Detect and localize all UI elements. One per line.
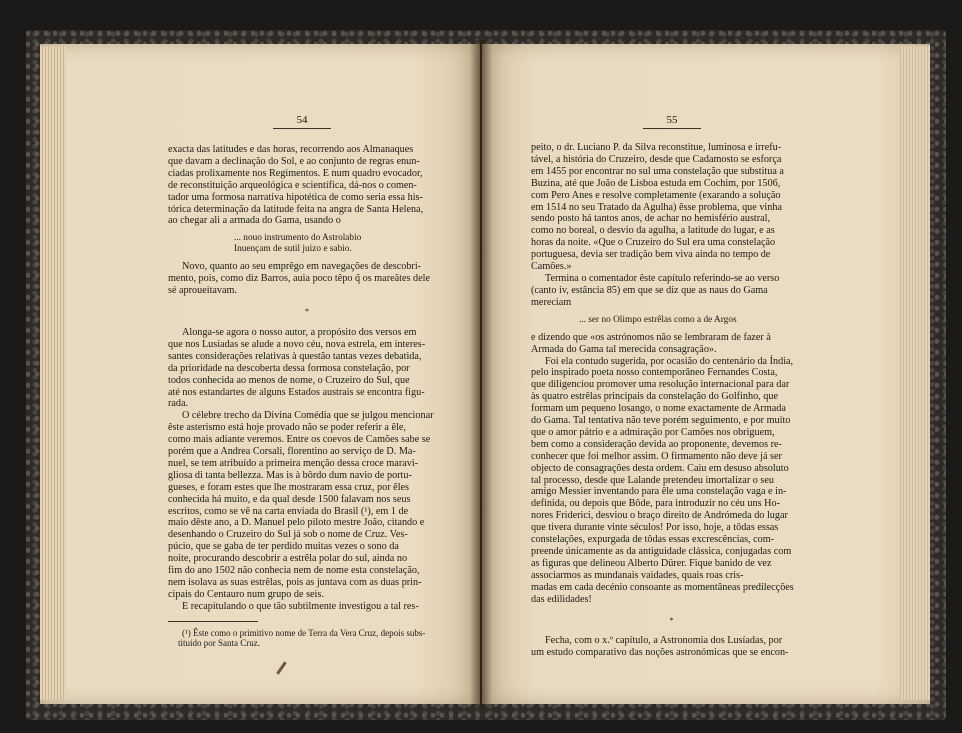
book-gutter — [470, 40, 492, 708]
text-line: que tivera durante vinte séculos! Por isso, hoje, a tôdas essas — [531, 522, 779, 534]
left-page — [40, 44, 480, 704]
right-quote — [579, 315, 812, 326]
text-line: constelações, expurgada de tôdas essas excrescências, com- — [531, 534, 775, 546]
text-line: todos conhecida ao menos de nome, o Cruzeiro do Sul, que — [168, 374, 410, 386]
text-line: desenhando o Cruzeiro do Sul já sob o nome de Cruz. Ves- — [168, 529, 408, 541]
text-line: que nos Lusíadas se alude a novo céu, nova estrela, em interes- — [168, 338, 426, 350]
text-line: horas da noite. «Que o Cruzeiro do Sul era uma constelação — [531, 237, 776, 249]
text-line: Inuençam de sutil juizo e sabio. — [234, 244, 352, 255]
text-line: que o amor pátrio e a admiração por Camões nos obriguem, — [531, 426, 775, 438]
text-line: do Gama. Tal tentativa não teve porém seguimento, e por muito — [531, 415, 791, 427]
text-line: e dizendo que «os astrónomos não se lembraram de fazer à — [531, 331, 771, 343]
text-line: das edilidades! — [531, 593, 592, 605]
text-line: exacta das latitudes e das horas, recorrendo aos Almanaques — [168, 144, 414, 155]
text-line: noite, procurando descobrir a estrêla polar do sul, ainda no — [168, 553, 408, 565]
text-line: madas em cada decénio consoante as momentâneas predilecções — [531, 581, 794, 593]
text-line: Novo, quanto ao seu emprêgo em navegações de descobri- — [182, 261, 422, 273]
text-line: que diligenciou promover uma resolução internacional para dar — [531, 379, 790, 391]
text-line: (¹) Êste como o primitivo nome de Terra da Vera Cruz, depois subs- — [182, 627, 426, 638]
text-line: objecto de consagrações desta ordem. Caiu em desuso absoluto — [531, 462, 789, 474]
text-line: gueses, e foram estes que lhe mostraram essa cruz, por êles — [168, 481, 410, 493]
left-quote — [234, 233, 446, 255]
text-line: rada. — [168, 398, 189, 410]
text-line: nores Friderici, desviou o braço direito de Andrómeda do lugar — [531, 510, 788, 522]
text-line: Alonga-se agora o nosso autor, a propósito dos versos em — [182, 326, 417, 338]
text-line: tal processo, desde que Lalande pretendeu imortalizar o seu — [531, 474, 774, 486]
text-line: santes considerações relativas à questão tantas vezes debatida, — [168, 350, 422, 362]
left-page-number: 54 — [272, 114, 332, 129]
text-line: sendo posto há tantos anos, de achar no hemisfério austral, — [531, 213, 771, 225]
text-line: às quatro estrêlas principais da constelação do Golfinho, que — [531, 391, 778, 403]
right-page-text — [531, 142, 812, 659]
text-line: preende únicamente as da antiguidade clássica, conjugadas com — [531, 546, 792, 557]
text-line: nuel, se tem atribuído a primeira menção dessa croce maravi- — [168, 457, 419, 469]
text-line: um estudo comparativo das noções astronómicas que se encon- — [531, 647, 789, 659]
text-line: porém que a Andrea Corsali, florentino ao serviço de D. Ma- — [168, 446, 416, 458]
text-line: tador uma formosa narrativa hipotética de como seria essa his- — [168, 191, 423, 203]
text-line: pelo inspirado poeta nosso contemporâneo Fernandes Costa, — [531, 367, 778, 379]
footnote — [168, 628, 446, 649]
text-line: bem como a consideração devida ao proponente, devemos re- — [531, 438, 782, 450]
text-line: tórica determinação da latitude feita na angra de Santa Helena, — [168, 203, 424, 215]
left-page-text — [168, 144, 446, 649]
right-page-edges — [900, 46, 930, 700]
text-line: (canto iv, estância 85) em que se diz que as naus do Gama — [531, 284, 768, 296]
right-page-number: 55 — [642, 114, 702, 129]
text-line: definida, ou depois que Bôde, para introduzir no céu uns Ho- — [531, 498, 780, 510]
text-line: nem isolava as suas estrêlas, pois as juntava com as duas prin- — [168, 577, 422, 588]
text-line: êste asterismo está hoje provado não se poder referir a êle, — [168, 422, 406, 434]
text-line: portuguesa, devia ser tradição bem viva ainda no tempo de — [531, 249, 771, 261]
text-line: cipais do Centauro num grupo de seis. — [168, 588, 324, 600]
text-line: tável, a história do Cruzeiro, desde que Cadamosto se esforça — [531, 153, 782, 165]
right-page — [482, 44, 930, 704]
text-line: até nos estandartes de alguns Estados austrais se encontra figu- — [168, 386, 425, 398]
text-line: de reconstituição arqueológica e scientífica, dá-nos o comen- — [168, 179, 417, 191]
text-line: ao chegar ali a armada do Gama, usando o — [168, 215, 341, 227]
footnote-rule — [168, 621, 258, 622]
text-line: peito, o dr. Luciano P. da Silva reconstitue, luminosa e irrefu- — [531, 142, 782, 153]
text-line: Camões.» — [531, 261, 572, 273]
pen-mark — [276, 661, 286, 674]
text-line: ciadas prolixamente nos Regimentos. E num quadro evocador, — [168, 167, 423, 179]
text-line: Buzina, até que João de Lisboa estuda em Cochim, por 1506, — [531, 177, 781, 189]
text-line: conhecida há muito, e da qual desde 1500 falavam nos seus — [168, 493, 411, 505]
text-line: da prioridade na descoberta dessa formosa constelação, por — [168, 362, 410, 374]
text-line: ... ser no Olimpo estrêlas como a de Argos — [579, 314, 737, 325]
text-line: Foi ela contudo sugerida, por ocasião do centenário da Índia, — [545, 355, 794, 367]
text-line: mereciam — [531, 296, 572, 308]
text-line: Armada do Gama tal merecida consagração». — [531, 343, 717, 355]
section-separator: * — [669, 615, 674, 625]
text-line: tituído por Santa Cruz. — [178, 638, 260, 649]
text-line: escritos, como se vê na carta enviada do Brasil (¹), em 1 de — [168, 505, 409, 517]
text-line: amigo Messier inventando para êle uma constelação vaga e in- — [531, 486, 787, 498]
text-line: púcio, que se gaba de ter perdido muitas vezes o sono da — [168, 541, 399, 553]
text-line: E recapitulando o que tão subtilmente investigou a tal res- — [182, 600, 419, 612]
text-line: em 1514 no seu Tratado da Agulha) êsse problema, que vinha — [531, 201, 782, 213]
text-line: O célebre trecho da Divina Comédia que se julgou mencionar — [182, 410, 434, 422]
text-line: maio dêste ano, a D. Manuel pelo piloto mestre João, citando e — [168, 517, 425, 529]
left-page-edges — [40, 46, 66, 700]
text-line: formam um pequeno losango, o nome exactamente de Armada — [531, 403, 786, 415]
text-line: conhecer que foi melhor assim. O firmamento não deve já ser — [531, 450, 782, 462]
text-line: com Pero Anes e resolve completamente (exarando a solução — [531, 189, 781, 201]
text-line: em 1455 por encontrar no sul uma constelação que substitua a — [531, 165, 784, 177]
text-line: associarmos as mundanais vaidades, quais roas cris- — [531, 569, 744, 581]
text-line: ... nouo instrumento do Astrolabio — [234, 233, 362, 244]
text-line: como no boreal, o desvio da agulha, a latitude do lugar, e as — [531, 225, 775, 237]
text-line: Termina o comentador êste capítulo referindo-se ao verso — [545, 272, 780, 284]
text-line: que davam a declinação do Sol, e ao conjunto de regras enun- — [168, 155, 420, 167]
text-line: como mais adiante veremos. Entre os coevos de Camões sabe se — [168, 434, 431, 446]
text-line: gliosa di tanta bellezza. Mas is à bôrdo dum navio de portu- — [168, 469, 412, 481]
text-line: mento, pois, como diz Barros, auia poco têpo q̃ os mareãtes dele — [168, 273, 430, 285]
text-line: as figuras que delineou Alberto Dürer. Fique banido de vez — [531, 557, 772, 569]
section-separator: * — [305, 307, 309, 317]
text-line: Fecha, com o x.º capítulo, a Astronomia dos Lusíadas, por — [545, 635, 783, 647]
text-line: fim do ano 1502 não conhecia nem de nome esta constelação, — [168, 565, 420, 577]
text-line: sé aproueitavam. — [168, 285, 238, 297]
